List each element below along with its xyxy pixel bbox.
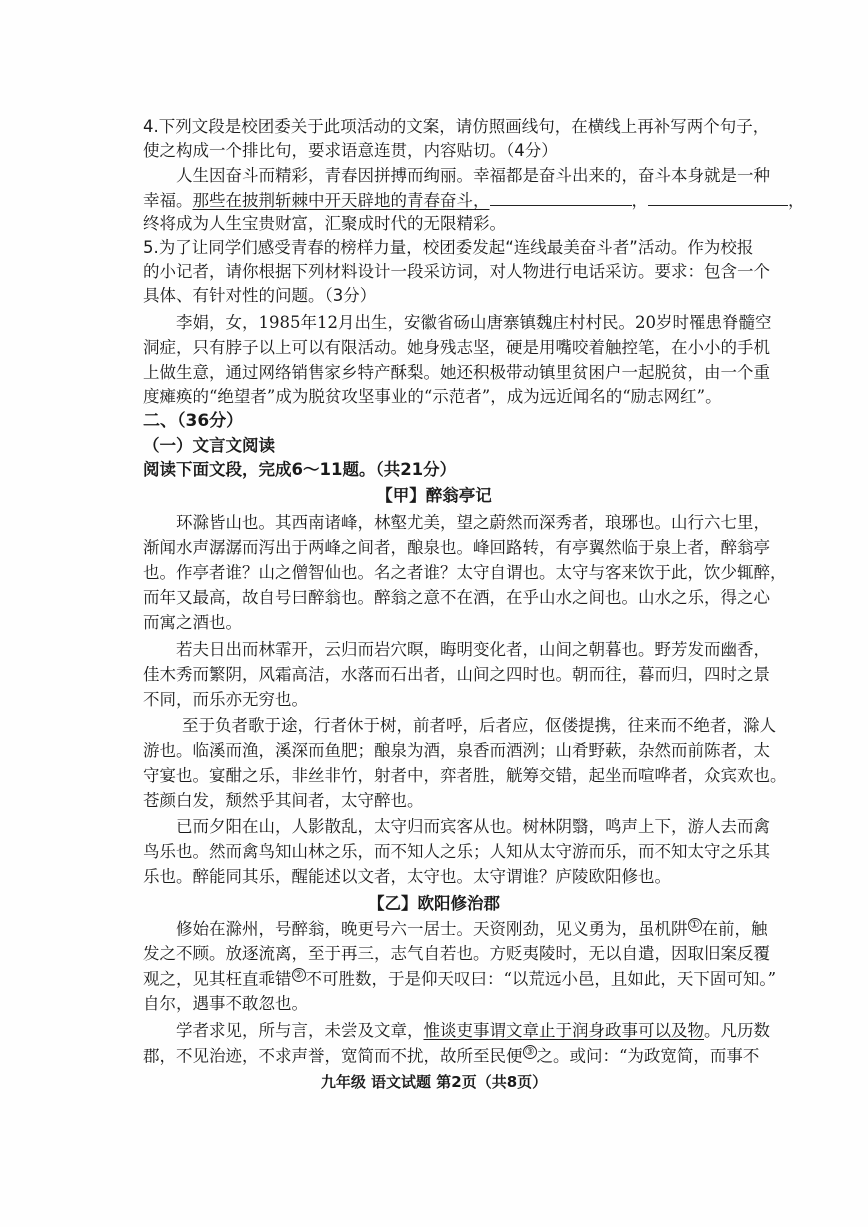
q4-blank-1[interactable] <box>490 191 632 206</box>
q5-material-3: 上做生意，通过网络销售家乡特产酥梨。她还积极带动镇里贫困户一起脱贫，由一个重 <box>143 363 770 382</box>
q5-line1: 5.为了让同学们感受青春的榜样力量，校团委发起“连线最美奋斗者”活动。作为校报 <box>143 238 754 257</box>
jia-line: 环滁皆山也。其西南诸峰，林壑尤美，望之蔚然而深秀者，琅琊也。山行六七里， <box>176 513 770 532</box>
q4-end: ， <box>788 191 805 210</box>
yi-line-3 <box>143 968 776 991</box>
q5-material-4: 度瘫痪的“绝望者”成为脱贫攻坚事业的“示范者”，成为远近闻名的“励志网红”。 <box>143 387 722 406</box>
q4-sep: ， <box>631 191 648 210</box>
yi-text: 郡，不见治迹，不求声誉，宽简而不扰，故所至民便 <box>143 1046 523 1066</box>
yi-text: 不可胜数，于是仰天叹曰：“以荒远小邑，且如此，天下固可知。” <box>305 969 777 989</box>
q4-blank-2[interactable] <box>648 191 788 206</box>
yi-line-1 <box>176 918 768 941</box>
yi-text: 在前，触 <box>701 919 768 939</box>
jia-title: 【甲】醉翁亭记 <box>376 486 492 505</box>
yi-line-6 <box>143 1045 759 1068</box>
footnote-marker: ② <box>292 968 306 982</box>
q4-para3: 终将成为人生宝贵财富，汇聚成时代的无限精彩。 <box>143 214 506 233</box>
yi-text: 修始在滁州，号醉翁，晚更号六一居士。天资刚劲，见义勇为，虽机阱 <box>176 919 688 939</box>
page-footer: 九年级 语文试题 第2页（共8页） <box>320 1073 548 1091</box>
yi-text: 观之，见其枉直乖错 <box>143 969 292 989</box>
footnote-marker: ③ <box>523 1045 537 1059</box>
yi-title: 【乙】欧阳修治郡 <box>368 894 500 913</box>
q5-material-1: 李娟，女，1985年12月出生，安徽省砀山唐寨镇魏庄村村民。20岁时罹患脊髓空 <box>176 313 772 332</box>
jia-line: 游也。临溪而渔，溪深而鱼肥；酿泉为酒，泉香而酒洌；山肴野蔌，杂然而前陈者，太 <box>143 741 770 760</box>
yi-text: 学者求见，所与言，未尝及文章， <box>176 1021 424 1040</box>
jia-line: 至于负者歌于途，行者休于树，前者呼，后者应，伛偻提携，往来而不绝者，滁人 <box>182 716 776 735</box>
section2-instruction: 阅读下面文段，完成6～11题。（共21分） <box>143 460 457 479</box>
jia-line: 鸟乐也。然而禽鸟知山林之乐，而不知人之乐；人知从太守游而乐，而不知太守之乐其 <box>143 842 770 861</box>
jia-line: 苍颜白发，颓然乎其间者，太守醉也。 <box>143 791 424 810</box>
jia-line: 而年又最高，故自号曰醉翁也。醉翁之意不在酒，在乎山水之间也。山水之乐，得之心 <box>143 588 770 607</box>
yi-underlined-sentence: 惟谈吏事谓文章止于润身政事可以及物 <box>423 1021 704 1040</box>
q4-para2 <box>143 190 805 212</box>
q5-material-2: 洞症，只有脖子以上可以有限活动。她身残志坚，硬是用嘴咬着触控笔，在小小的手机 <box>143 338 770 357</box>
q4-para1: 人生因奋斗而精彩，青春因拼搏而绚丽。幸福都是奋斗出来的，奋斗本身就是一种 <box>176 166 770 185</box>
q4-line2: 使之构成一个排比句，要求语意连贯，内容贴切。（4分） <box>143 141 558 160</box>
jia-line: 渐闻水声潺潺而泻出于两峰之间者，酿泉也。峰回路转，有亭翼然临于泉上者，醉翁亭 <box>143 538 770 557</box>
q4-para2-prefix: 幸福。 <box>143 191 193 210</box>
section2-heading: 二、（36分） <box>143 411 244 431</box>
yi-line-5 <box>176 1020 770 1042</box>
q4-underlined-sentence: 那些在披荆斩棘中开天辟地的青春奋斗， <box>192 191 490 210</box>
jia-line: 也。作亭者谁？山之僧智仙也。名之者谁？太守自谓也。太守与客来饮于此，饮少辄醉， <box>143 563 787 582</box>
yi-text: 。凡历数 <box>704 1021 770 1040</box>
q5-line2: 的小记者，请你根据下列材料设计一段采访词，对人物进行电话采访。要求：包含一个 <box>143 262 770 281</box>
section2-sub-heading: （一）文言文阅读 <box>143 436 275 455</box>
jia-line: 佳木秀而繁阴，风霜高洁，水落而石出者，山间之四时也。朝而往，暮而归，四时之景 <box>143 665 770 684</box>
jia-line: 守宴也。宴酣之乐，非丝非竹，射者中，弈者胜，觥筹交错，起坐而喧哗者，众宾欢也。 <box>143 766 787 785</box>
yi-line-2: 发之不顾。放逐流离，至于再三，志气自若也。方贬夷陵时，无以自遣，因取旧案反覆 <box>143 944 770 963</box>
yi-text: 之。或问：“为政宽简，而事不 <box>536 1046 760 1066</box>
yi-line-4: 自尔，遇事不敢忽也。 <box>143 994 308 1013</box>
jia-line: 不同，而乐亦无穷也。 <box>143 690 308 709</box>
q4-line1: 4.下列文段是校团委关于此项活动的文案，请仿照画线句，在横线上再补写两个句子， <box>143 117 770 136</box>
jia-line: 乐也。醉能同其乐，醒能述以文者，太守也。太守谓谁？庐陵欧阳修也。 <box>143 867 671 886</box>
jia-line: 已而夕阳在山，人影散乱，太守归而宾客从也。树林阴翳，鸣声上下，游人去而禽 <box>176 817 770 836</box>
jia-line: 若夫日出而林霏开，云归而岩穴暝，晦明变化者，山间之朝暮也。野芳发而幽香， <box>176 640 770 659</box>
jia-line: 而寓之酒也。 <box>143 613 242 632</box>
footnote-marker: ① <box>688 918 702 932</box>
q5-line3: 具体、有针对性的问题。（3分） <box>143 286 377 305</box>
